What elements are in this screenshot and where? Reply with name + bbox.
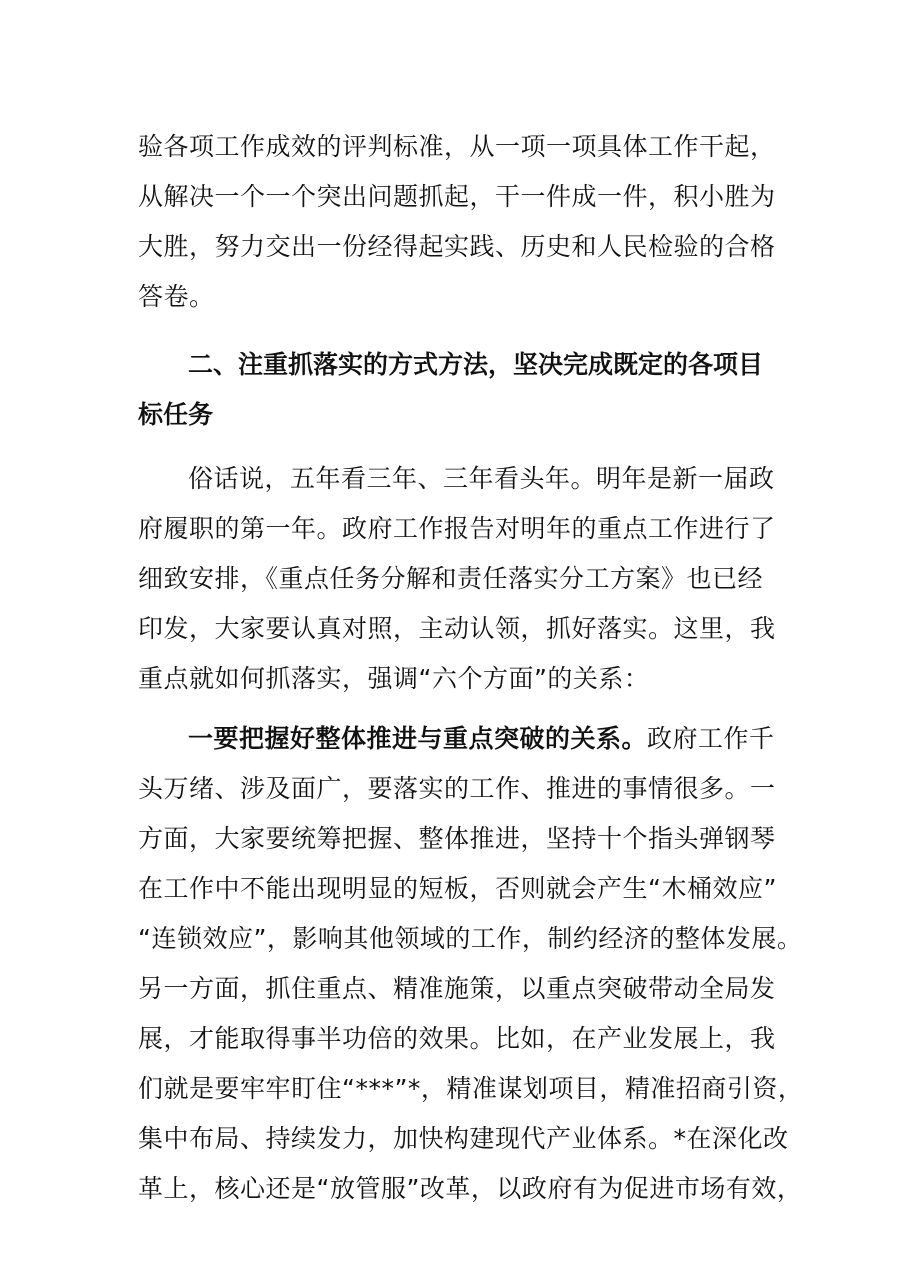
text-line: 们就是要牢牢盯住“***”*，精准谋划项目，精准招商引资， [138, 1074, 804, 1103]
text-line: 方面，大家要统筹把握、整体推进，坚持十个指头弹钢琴 [138, 824, 776, 853]
text-line: 府履职的第一年。政府工作报告对明年的重点工作进行了 [138, 514, 776, 543]
heading-line: 二、注重抓落实的方式方法，坚决完成既定的各项目 [188, 350, 764, 379]
text-line: 集中布局、持续发力，加快构建现代产业体系。*在深化改 [138, 1124, 789, 1153]
spacer [138, 704, 788, 714]
text-line: 验各项工作成效的评判标准，从一项一项具体工作干起， [138, 132, 776, 161]
spacer [138, 322, 788, 340]
section-heading-2 [138, 340, 788, 440]
spacer [138, 440, 788, 454]
document-body [138, 122, 804, 1214]
text-line [138, 714, 788, 764]
text-fragment: 政府工作千 [647, 724, 775, 753]
paragraph-2 [138, 454, 788, 704]
text-line: “连锁效应”，影响其他领域的工作，制约经济的整体发展。 [138, 924, 803, 953]
heading-line: 标任务 [138, 400, 214, 429]
text-line: 在工作中不能出现明显的短板，否则就会产生“木桶效应” [138, 874, 777, 903]
text-line: 革上，核心还是“放管服”改革，以政府有为促进市场有效， [138, 1174, 803, 1203]
text-line: 俗话说，五年看三年、三年看头年。明年是新一届政 [188, 464, 775, 493]
text-line: 另一方面，抓住重点、精准施策，以重点突破带动全局发 [138, 974, 776, 1003]
text-line: 头万绪、涉及面广，要落实的工作、推进的事情很多。一 [138, 774, 776, 803]
text-line: 细致安排，《重点任务分解和责任落实分工方案》也已经 [138, 564, 764, 593]
paragraph-3 [138, 714, 804, 1214]
paragraph-1 [138, 122, 788, 322]
text-line: 答卷。 [138, 282, 215, 311]
text-line: 大胜，努力交出一份经得起实践、历史和人民检验的合格 [138, 232, 776, 261]
text-line: 展，才能取得事半功倍的效果。比如，在产业发展上，我 [138, 1024, 776, 1053]
text-line: 从解决一个一个突出问题抓起，干一件成一件，积小胜为 [138, 182, 776, 211]
paragraph-lead: 一要把握好整体推进与重点突破的关系。 [188, 724, 648, 753]
text-line: 重点就如何抓落实，强调“六个方面”的关系： [138, 664, 650, 693]
text-line: 印发，大家要认真对照，主动认领，抓好落实。这里，我 [138, 614, 776, 643]
